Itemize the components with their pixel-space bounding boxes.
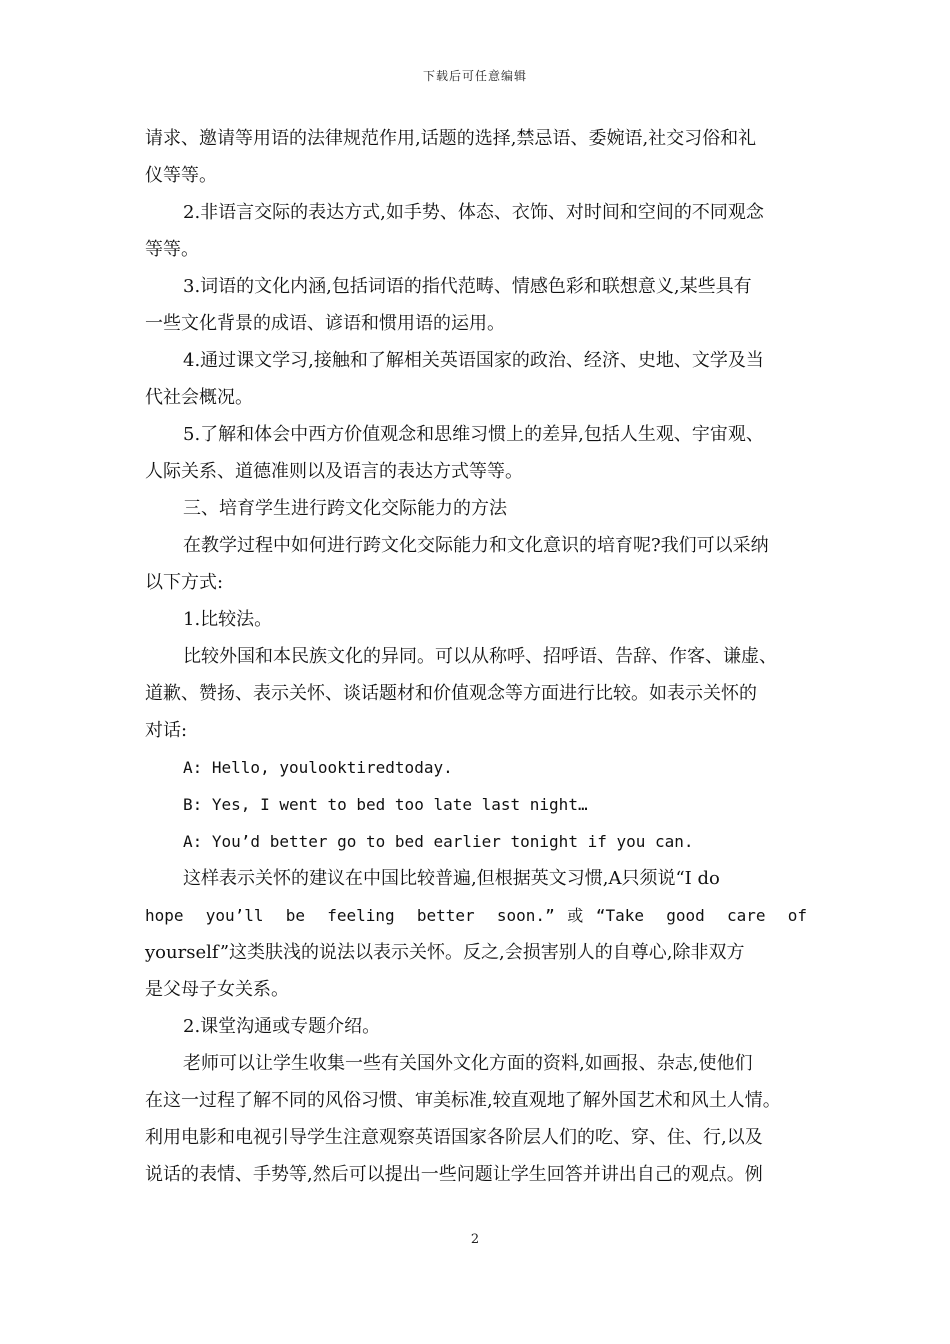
- text-line: 是父母子女关系。: [145, 979, 289, 1000]
- text-line: 2.非语言交际的表达方式,如手势、体态、衣饰、对时间和空间的不同观念: [183, 202, 764, 223]
- text-line: yourself”这类肤浅的说法以表示关怀。反之,会损害别人的自尊心,除非双方: [145, 942, 745, 963]
- text-line: 以下方式:: [145, 572, 224, 593]
- page-header: 下载后可任意编辑: [422, 69, 527, 83]
- text-line: 对话:: [145, 720, 188, 741]
- text-line: 在教学过程中如何进行跨文化交际能力和文化意识的培育呢?我们可以采纳: [183, 535, 769, 556]
- text-line: 老师可以让学生收集一些有关国外文化方面的资料,如画报、杂志,使他们: [183, 1053, 753, 1074]
- text-line: hope you’ll be feeling better soon.”或“Take good care of: [145, 906, 807, 925]
- dialogue-line: A: Hello, youlooktiredtoday.: [183, 758, 453, 777]
- subheading: 2.课堂沟通或专题介绍。: [183, 1016, 381, 1037]
- text-line: 利用电影和电视引导学生注意观察英语国家各阶层人们的吃、穿、住、行,以及: [145, 1127, 763, 1148]
- text-line: 在这一过程了解不同的风俗习惯、审美标准,较直观地了解外国艺术和风土人情。: [145, 1090, 781, 1111]
- text-line: 说话的表情、手势等,然后可以提出一些问题让学生回答并讲出自己的观点。例: [145, 1164, 763, 1185]
- text-line: 这样表示关怀的建议在中国比较普遍,但根据英文习惯,A只须说“I do: [183, 868, 720, 889]
- text-line: 道歉、赞扬、表示关怀、谈话题材和价值观念等方面进行比较。如表示关怀的: [145, 683, 757, 704]
- text-line: 一些文化背景的成语、谚语和惯用语的运用。: [145, 313, 505, 334]
- dialogue-line: A: You’d better go to bed earlier tonight if you can.: [183, 832, 694, 851]
- document-body: [145, 120, 807, 1193]
- subheading: 1.比较法。: [183, 609, 273, 630]
- text-line: 代社会概况。: [145, 387, 253, 408]
- text-line: 比较外国和本民族文化的异同。可以从称呼、招呼语、告辞、作客、谦虚、: [183, 646, 777, 667]
- text-line: 请求、邀请等用语的法律规范作用,话题的选择,禁忌语、委婉语,社交习俗和礼: [145, 128, 757, 149]
- text-line: 5.了解和体会中西方价值观念和思维习惯上的差异,包括人生观、宇宙观、: [183, 424, 764, 445]
- text-line: 仪等等。: [145, 165, 217, 186]
- dialogue-line: B: Yes, I went to bed too late last night…: [183, 795, 588, 814]
- text-line: 等等。: [145, 239, 199, 260]
- text-line: 人际关系、道德准则以及语言的表达方式等等。: [145, 461, 523, 482]
- text-line: 3.词语的文化内涵,包括词语的指代范畴、情感色彩和联想意义,某些具有: [183, 276, 752, 297]
- text-line: 4.通过课文学习,接触和了解相关英语国家的政治、经济、史地、文学及当: [183, 350, 764, 371]
- section-heading: 三、培育学生进行跨文化交际能力的方法: [183, 498, 507, 519]
- page-number: 2: [470, 1232, 480, 1247]
